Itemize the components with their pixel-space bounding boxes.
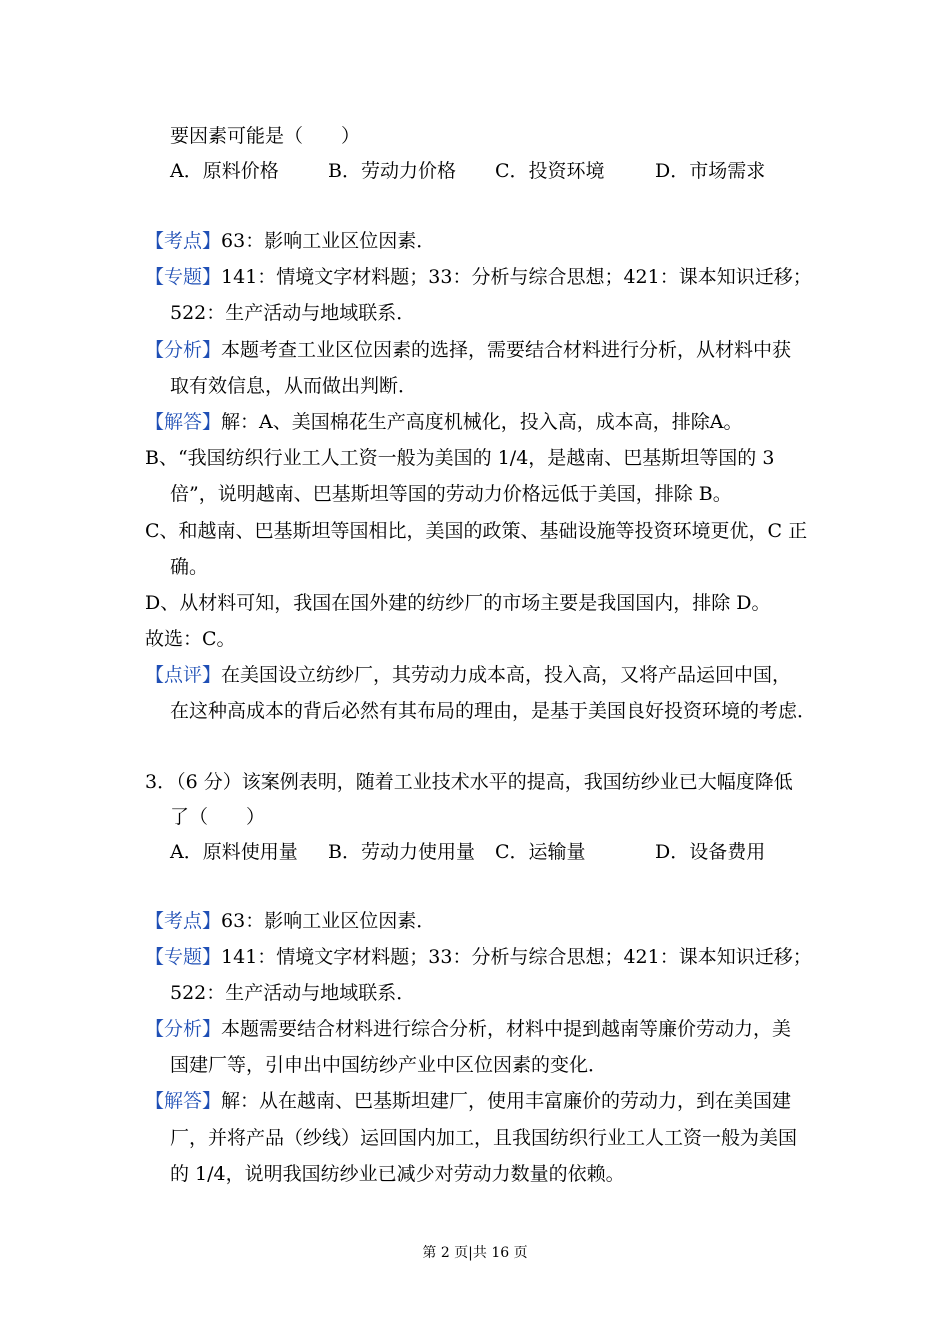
- q2-stem-tail: 要因素可能是（ ）: [170, 125, 361, 147]
- q3-fenxi-cont: 国建厂等，引申出中国纺纱产业中区位因素的变化．: [170, 1054, 608, 1076]
- q2-zhuanti: [145, 265, 812, 289]
- q2-option-d: D．市场需求: [655, 160, 766, 182]
- q3-stem-cont: 了（ ）: [170, 806, 266, 828]
- q2-choice: 故选：C。: [145, 628, 236, 650]
- q3-stem: 3．（6 分）该案例表明，随着工业技术水平的提高，我国纺纱业已大幅度降低: [145, 771, 793, 793]
- kaodian-text: 63：影响工业区位因素．: [221, 230, 436, 252]
- q2-option-a: A．原料价格: [170, 160, 279, 182]
- page-footer: 第 2 页|共 16 页: [422, 1245, 528, 1261]
- q3-option-b: B．劳动力使用量: [328, 841, 475, 863]
- q2-option-b: B．劳动力价格: [328, 160, 456, 182]
- jieda-tag: 【解答】: [145, 411, 222, 433]
- q3-zhuanti-cont: 522：生产活动与地域联系．: [170, 982, 416, 1004]
- dianping-tag: 【点评】: [145, 664, 222, 686]
- kaodian-tag: 【考点】: [145, 910, 222, 932]
- fenxi-tag: 【分析】: [145, 339, 222, 361]
- q3-zhuanti: [145, 945, 812, 969]
- q2-dianping: [145, 663, 791, 687]
- q2-answer-c-cont: 确。: [170, 556, 209, 578]
- jieda-text: 解：从在越南、巴基斯坦建厂，使用丰富廉价的劳动力，到在美国建: [221, 1090, 792, 1112]
- q3-option-c: C．运输量: [495, 841, 586, 863]
- fenxi-text: 本题需要结合材料进行综合分析，材料中提到越南等廉价劳动力，美: [221, 1018, 792, 1040]
- q3-jieda-cont-1: 厂，并将产品（纱线）运回国内加工，且我国纺织行业工人工资一般为美国: [170, 1127, 798, 1149]
- zhuanti-text: 141：情境文字材料题；33：分析与综合思想；421：课本知识迁移；: [221, 266, 812, 288]
- q2-answer-b: B、“我国纺织行业工人工资一般为美国的 1/4，是越南、巴基斯坦等国的 3: [145, 447, 775, 469]
- q2-answer-c: C、和越南、巴基斯坦等国相比，美国的政策、基础设施等投资环境更优，C 正: [145, 520, 808, 542]
- zhuanti-text: 141：情境文字材料题；33：分析与综合思想；421：课本知识迁移；: [221, 946, 812, 968]
- q3-kaodian: [145, 909, 435, 933]
- fenxi-tag: 【分析】: [145, 1018, 222, 1040]
- dianping-text: 在美国设立纺纱厂，其劳动力成本高，投入高，又将产品运回中国，: [221, 664, 792, 686]
- q2-fenxi-cont: 取有效信息，从而做出判断．: [170, 375, 418, 397]
- q3-jieda-cont-2: 的 1/4，说明我国纺纱业已减少对劳动力数量的依赖。: [170, 1163, 625, 1185]
- q2-jieda: [145, 410, 742, 434]
- kaodian-tag: 【考点】: [145, 230, 222, 252]
- q2-answer-b-cont: 倍”，说明越南、巴基斯坦等国的劳动力价格远低于美国，排除 B。: [170, 483, 732, 505]
- q2-kaodian: [145, 229, 435, 253]
- q2-option-c: C．投资环境: [495, 160, 605, 182]
- zhuanti-tag: 【专题】: [145, 266, 222, 288]
- kaodian-text: 63：影响工业区位因素．: [221, 910, 436, 932]
- q2-zhuanti-cont: 522：生产活动与地域联系．: [170, 302, 416, 324]
- q3-jieda: [145, 1089, 791, 1113]
- jieda-tag: 【解答】: [145, 1090, 222, 1112]
- q2-dianping-cont: 在这种高成本的背后必然有其布局的理由，是基于美国良好投资环境的考虑．: [170, 700, 817, 722]
- q3-option-a: A．原料使用量: [170, 841, 298, 863]
- jieda-text: 解：A、美国棉花生产高度机械化，投入高，成本高，排除A。: [221, 411, 743, 433]
- fenxi-text: 本题考查工业区位因素的选择，需要结合材料进行分析，从材料中获: [221, 339, 792, 361]
- q2-answer-d: D、从材料可知，我国在国外建的纺纱厂的市场主要是我国国内，排除 D。: [145, 592, 771, 614]
- q3-option-d: D．设备费用: [655, 841, 766, 863]
- q3-fenxi: [145, 1017, 791, 1041]
- zhuanti-tag: 【专题】: [145, 946, 222, 968]
- q2-fenxi: [145, 338, 791, 362]
